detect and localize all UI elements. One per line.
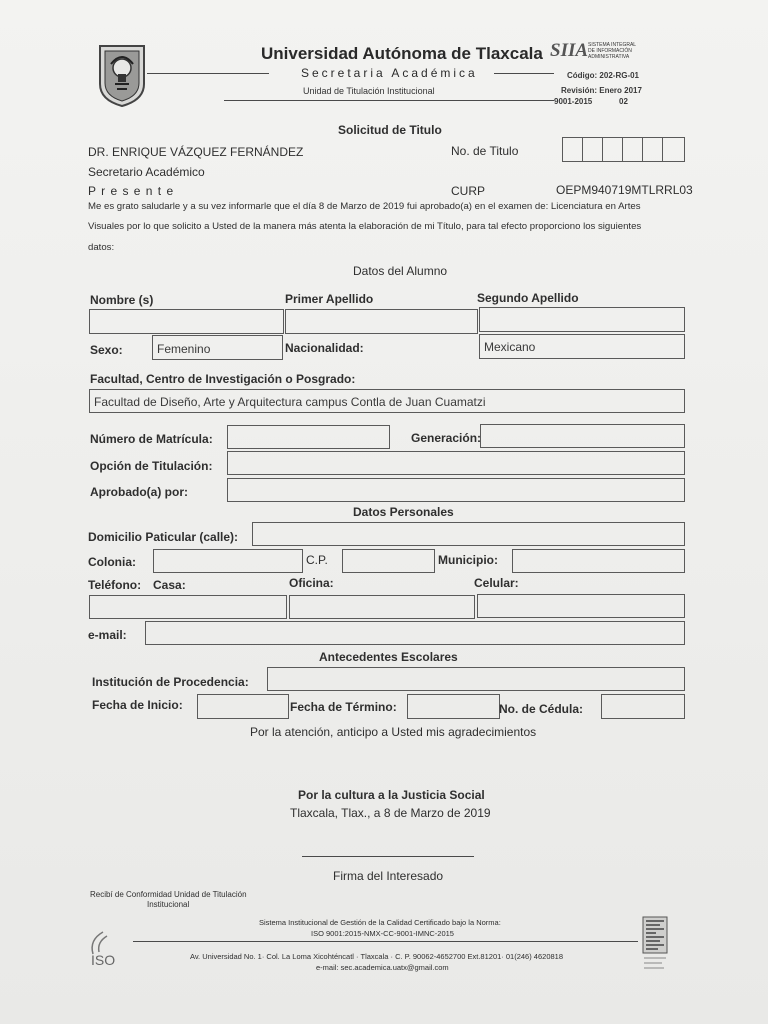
opcion-titulacion-label: Opción de Titulación: bbox=[90, 459, 213, 473]
header-left-rule bbox=[147, 73, 269, 74]
cedula-label: No. de Cédula: bbox=[499, 702, 584, 716]
sexo-field[interactable]: Femenino bbox=[152, 335, 283, 360]
intro-line-3: datos: bbox=[88, 242, 115, 253]
municipio-label: Municipio: bbox=[438, 553, 498, 567]
fecha-inicio-label: Fecha de Inicio: bbox=[92, 698, 183, 712]
segundo-apellido-label: Segundo Apellido bbox=[477, 291, 579, 305]
footer-norma: ISO 9001:2015-NMX-CC-9001-IMNC-2015 bbox=[311, 929, 454, 938]
siia-logo-text: SIIA bbox=[550, 40, 589, 61]
intro-line-2: Visuales por lo que solicito a Usted de la manera más atenta la elaboración de mi Título, para tal efecto proporciono los siguientes bbox=[88, 221, 642, 232]
footer-rule bbox=[133, 941, 638, 942]
siia-line3: ADMINISTRATIVA bbox=[588, 54, 630, 60]
section-antecedentes: Antecedentes Escolares bbox=[319, 650, 458, 664]
casa-input[interactable] bbox=[89, 595, 287, 619]
recibi-line-2: Institucional bbox=[147, 900, 190, 909]
lema-text: Por la cultura a la Justicia Social bbox=[298, 788, 485, 802]
firma-label: Firma del Interesado bbox=[333, 869, 444, 883]
siia-logo bbox=[548, 40, 648, 66]
matricula-label: Número de Matrícula: bbox=[90, 432, 213, 446]
recipient-role: Secretario Académico bbox=[88, 165, 205, 179]
opcion-titulacion-input[interactable] bbox=[227, 451, 685, 475]
nombre-input[interactable] bbox=[89, 309, 284, 334]
header-right-rule bbox=[494, 73, 554, 74]
telefono-label: Teléfono: bbox=[88, 578, 142, 592]
university-crest-logo bbox=[97, 44, 147, 108]
cp-label: C.P. bbox=[306, 553, 328, 567]
intro-line-1: Me es grato saludarle y a su vez informarle que el día 8 de Marzo de 2019 fui aprobado(a) en el examen de: Licenciatura en Artes bbox=[88, 201, 641, 212]
university-name: Universidad Autónoma de Tlaxcala bbox=[261, 44, 543, 63]
generacion-input[interactable] bbox=[480, 424, 685, 448]
recibi-line-1: Recibí de Conformidad Unidad de Titulación bbox=[90, 890, 247, 899]
section-datos-alumno: Datos del Alumno bbox=[353, 264, 448, 278]
email-input[interactable] bbox=[145, 621, 685, 645]
domicilio-label: Domicilio Paticular (calle): bbox=[88, 530, 239, 544]
no-titulo-digit-box[interactable] bbox=[622, 137, 643, 162]
institucion-input[interactable] bbox=[267, 667, 685, 691]
no-titulo-label: No. de Titulo bbox=[451, 144, 519, 158]
cedula-input[interactable] bbox=[601, 694, 685, 719]
curp-value: OEPM940719MTLRRL03 bbox=[556, 183, 693, 197]
unidad-name: Unidad de Titulación Institucional bbox=[303, 86, 435, 96]
footer-direccion: Av. Universidad No. 1· Col. La Loma Xicohténcatl · Tlaxcala · C. P. 90062-4652700 Ext.81201· 01(246) 4620818 bbox=[190, 952, 564, 961]
page-title: Solicitud de Titulo bbox=[338, 123, 442, 137]
recipient-name: DR. ENRIQUE VÁZQUEZ FERNÁNDEZ bbox=[88, 145, 304, 159]
no-titulo-digit-box[interactable] bbox=[602, 137, 623, 162]
colonia-input[interactable] bbox=[153, 549, 303, 573]
municipio-input[interactable] bbox=[512, 549, 685, 573]
oficina-label: Oficina: bbox=[289, 576, 334, 590]
casa-label: Casa: bbox=[153, 578, 186, 592]
domicilio-input[interactable] bbox=[252, 522, 685, 546]
footer-sistema: Sistema Institucional de Gestión de la Calidad Certificado bajo la Norma: bbox=[259, 918, 501, 927]
revision-text: Revisión: Enero 2017 bbox=[561, 86, 642, 95]
facultad-field[interactable]: Facultad de Diseño, Arte y Arquitectura campus Contla de Juan Cuamatzi bbox=[89, 389, 685, 413]
presente-text: P r e s e n t e bbox=[88, 184, 175, 198]
header-bottom-rule bbox=[224, 100, 554, 101]
section-datos-personales: Datos Personales bbox=[353, 505, 454, 519]
curp-label: CURP bbox=[451, 184, 486, 198]
norma-num: 02 bbox=[619, 97, 628, 106]
signature-line bbox=[302, 856, 474, 857]
lugar-fecha-text: Tlaxcala, Tlax., a 8 de Marzo de 2019 bbox=[290, 806, 491, 820]
matricula-input[interactable] bbox=[227, 425, 390, 449]
codigo-text: Código: 202-RG-01 bbox=[567, 71, 640, 80]
nacionalidad-label: Nacionalidad: bbox=[285, 341, 364, 355]
agradecimiento-text: Por la atención, anticipo a Usted mis agradecimientos bbox=[250, 725, 537, 739]
fecha-termino-label: Fecha de Término: bbox=[290, 700, 397, 714]
aprobado-por-input[interactable] bbox=[227, 478, 685, 502]
celular-label: Celular: bbox=[474, 576, 519, 590]
cp-input[interactable] bbox=[342, 549, 435, 573]
institucion-label: Institución de Procedencia: bbox=[92, 675, 249, 689]
aprobado-por-label: Aprobado(a) por: bbox=[90, 485, 188, 499]
segundo-apellido-input[interactable] bbox=[479, 307, 685, 332]
primer-apellido-input[interactable] bbox=[285, 309, 478, 334]
norma-text: 9001-2015 bbox=[554, 97, 593, 106]
email-label: e-mail: bbox=[88, 628, 127, 642]
primer-apellido-label: Primer Apellido bbox=[285, 292, 374, 306]
fecha-inicio-input[interactable] bbox=[197, 694, 289, 719]
no-titulo-digit-box[interactable] bbox=[562, 137, 583, 162]
fecha-termino-input[interactable] bbox=[407, 694, 500, 719]
certification-qr-logo bbox=[642, 916, 668, 976]
facultad-label: Facultad, Centro de Investigación o Posgrado: bbox=[90, 372, 356, 386]
siia-line1: SISTEMA INTEGRAL bbox=[588, 42, 637, 48]
footer-email: e-mail: sec.academica.uatx@gmail.com bbox=[316, 963, 449, 972]
sexo-label: Sexo: bbox=[90, 343, 123, 357]
no-titulo-digit-box[interactable] bbox=[642, 137, 663, 162]
siia-line2: DE INFORMACIÓN bbox=[588, 48, 632, 54]
iso-logo bbox=[87, 928, 127, 973]
generacion-label: Generación: bbox=[411, 431, 482, 445]
nombre-label: Nombre (s) bbox=[90, 293, 154, 307]
no-titulo-digit-box[interactable] bbox=[582, 137, 603, 162]
oficina-input[interactable] bbox=[289, 595, 475, 619]
celular-input[interactable] bbox=[477, 594, 685, 618]
no-titulo-digit-box[interactable] bbox=[662, 137, 685, 162]
nacionalidad-field[interactable]: Mexicano bbox=[479, 334, 685, 359]
colonia-label: Colonia: bbox=[88, 555, 136, 569]
iso-logo-text: ISO bbox=[91, 952, 116, 968]
secretaria-name: Secretaria Académica bbox=[301, 66, 478, 80]
